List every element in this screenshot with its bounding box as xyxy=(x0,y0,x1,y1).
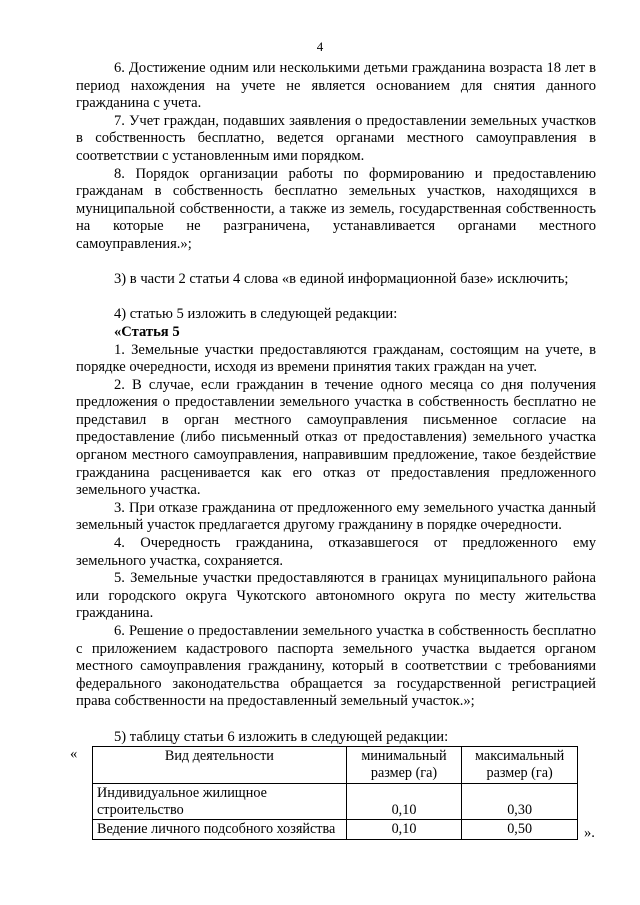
article-paragraph-3: 3. При отказе гражданина от предложенного ему земельного участка данный земельный участок предлагается другому гражданину в порядке очередности. xyxy=(76,499,596,534)
cell-min-size: 0,10 xyxy=(346,820,461,840)
table-header-row xyxy=(93,747,578,784)
cell-min-size: 0,10 xyxy=(346,783,461,820)
page-number: 4 xyxy=(316,39,324,54)
land-size-table xyxy=(92,746,578,840)
document-body xyxy=(70,60,596,841)
table-row xyxy=(93,820,578,840)
cell-activity: Ведение личного подсобного хозяйства xyxy=(93,820,347,840)
paragraph-6: 6. Достижение одним или несколькими детьми гражданина возраста 18 лет в период нахождения на учете не является основанием для снятия данного гражданина с учета. xyxy=(76,60,596,112)
header-max-size: максимальный размер (га) xyxy=(462,747,578,784)
cell-activity: Индивидуальное жилищное строительство xyxy=(93,783,347,820)
table-row xyxy=(93,783,578,820)
header-activity: Вид деятельности xyxy=(93,747,347,784)
article-paragraph-6: 6. Решение о предоставлении земельного участка в собственность бесплатно с приложением кадастрового паспорта земельного участка выдается органом местного самоуправления гражданину, который в соответствии с требованиями федерального законодательства обращается за государственной регистрацией права собственности на предоставленный земельный участок.»; xyxy=(76,623,596,710)
item-3: 3) в части 2 статьи 4 слова «в единой информационной базе» исключить; xyxy=(114,271,569,288)
table-open-quote: « xyxy=(70,746,78,763)
cell-max-size: 0,30 xyxy=(462,783,578,820)
article-paragraph-1: 1. Земельные участки предоставляются гражданам, состоящим на учете, в порядке очередности, исходя из времени принятия таких граждан на учет. xyxy=(76,341,596,376)
cell-max-size: 0,50 xyxy=(462,820,578,840)
item-4: 4) статью 5 изложить в следующей редакции: xyxy=(114,306,398,323)
article-paragraph-4: 4. Очередность гражданина, отказавшегося от предложенного ему земельного участка, сохраняется. xyxy=(76,535,596,569)
article-paragraph-5: 5. Земельные участки предоставляются в границах муниципального района или городского округа Чукотского автономного округа по месту жительства гражданина. xyxy=(76,570,596,622)
table-close-quote: ». xyxy=(584,824,595,841)
item-5: 5) таблицу статьи 6 изложить в следующей редакции: xyxy=(114,728,449,745)
paragraph-8: 8. Порядок организации работы по формированию и предоставлению гражданам в собственность бесплатно земельных участков, находящихся в муниципальной собственности, а также из земель, государственная собственность на которые не разграничена, устанавливается органами местного самоуправления.»; xyxy=(76,165,596,252)
header-min-size: минимальный размер (га) xyxy=(346,747,461,784)
article-heading: «Статья 5 xyxy=(114,323,180,340)
article-paragraph-2: 2. В случае, если гражданин в течение одного месяца со дня получения предложения о предоставлении земельного участка в собственность бесплатно не представил в орган местного самоуправления письменное согласие на предоставление (либо письменный отказ от предоставления) земельного участка органом местного самоуправления, направившим предложение, такое бездействие гражданина расценивается как его отказ от предоставления предложенного земельного участка. xyxy=(76,376,596,499)
table-container xyxy=(70,746,596,841)
paragraph-7: 7. Учет граждан, подавших заявления о предоставлении земельных участков в собственность бесплатно, ведется органами местного самоуправления в соответствии с установленным ими порядком. xyxy=(76,112,596,164)
